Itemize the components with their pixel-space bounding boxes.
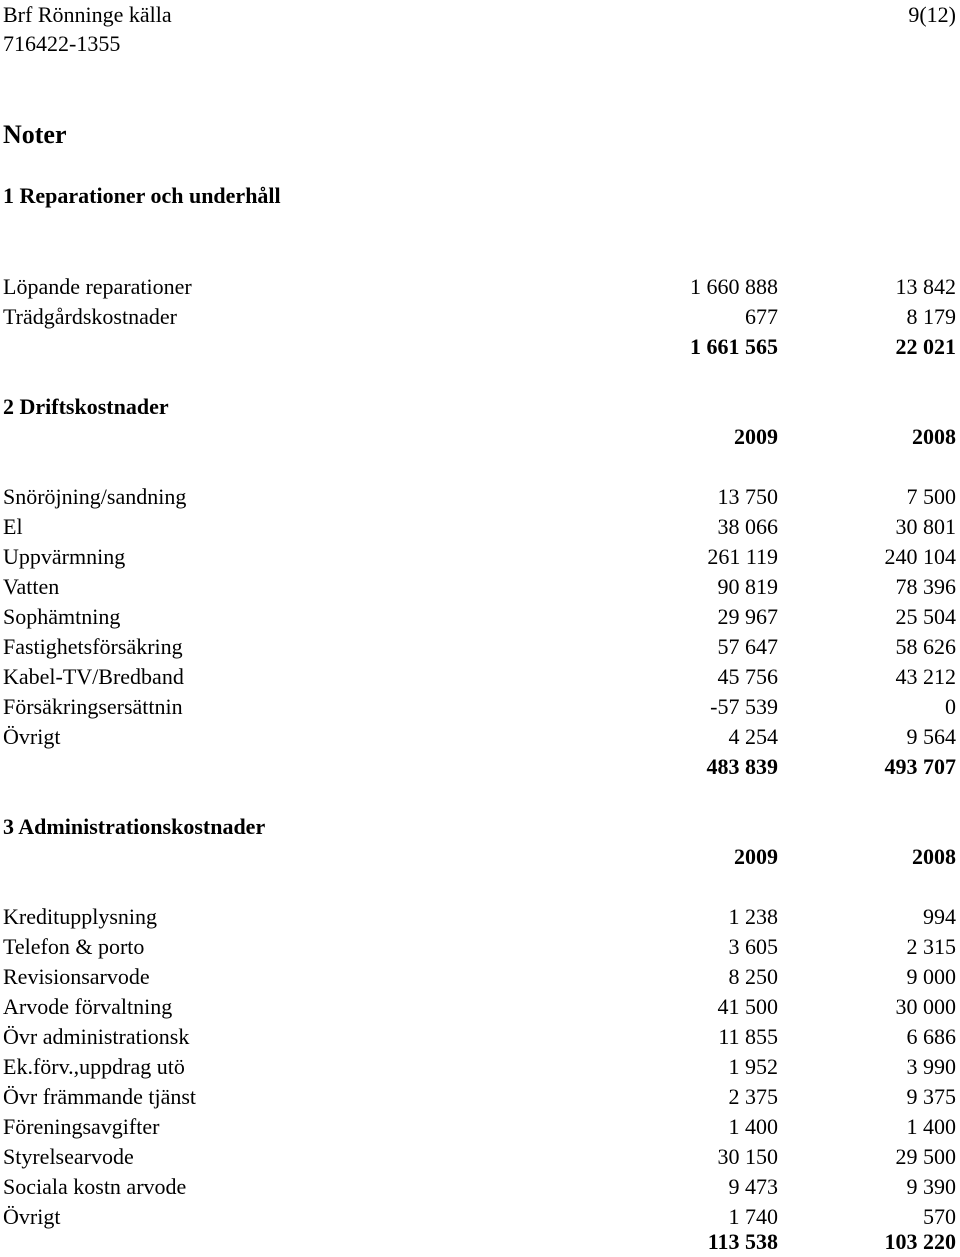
value-2009: 90 819 xyxy=(717,574,778,599)
table-row xyxy=(0,572,960,602)
row-label: Försäkringsersättnin xyxy=(3,694,183,719)
value-2008: 3 990 xyxy=(906,1054,956,1079)
value-2008: 9 000 xyxy=(906,964,956,989)
row-label: Vatten xyxy=(3,574,60,599)
table-row xyxy=(0,512,960,542)
table-row xyxy=(0,482,960,512)
value-2008: 8 179 xyxy=(906,304,956,329)
value-2009: 1 238 xyxy=(728,904,778,929)
row-label: Sociala kostn arvode xyxy=(3,1174,187,1199)
note-1-heading: 1 Reparationer och underhåll xyxy=(3,183,281,208)
value-2008: 13 842 xyxy=(895,274,956,299)
value-2008: 7 500 xyxy=(906,484,956,509)
year-header-row xyxy=(0,842,960,872)
row-label: Ek.förv.,uppdrag utö xyxy=(3,1054,185,1079)
total-row xyxy=(0,752,960,782)
value-2008: 43 212 xyxy=(895,664,956,689)
value-2008: 240 104 xyxy=(884,544,956,569)
value-2009: 8 250 xyxy=(728,964,778,989)
row-label: Snöröjning/sandning xyxy=(3,484,187,509)
total-2009: 113 538 xyxy=(707,1229,778,1254)
row-label: Revisionsarvode xyxy=(3,964,150,989)
value-2009: 13 750 xyxy=(717,484,778,509)
table-row xyxy=(0,1142,960,1172)
value-2008: 994 xyxy=(923,904,956,929)
row-label: Kreditupplysning xyxy=(3,904,157,929)
year-header-row xyxy=(0,422,960,452)
row-label: Övrigt xyxy=(3,1204,61,1229)
value-2008: 78 396 xyxy=(895,574,956,599)
org-number: 716422-1355 xyxy=(3,31,121,56)
value-2009: 9 473 xyxy=(728,1174,778,1199)
value-2008: 29 500 xyxy=(895,1144,956,1169)
value-2009: 1 660 888 xyxy=(690,274,778,299)
total-2008: 493 707 xyxy=(884,754,956,779)
table-row xyxy=(0,1112,960,1142)
table-row xyxy=(0,962,960,992)
row-label: Kabel-TV/Bredband xyxy=(3,664,184,689)
value-2009: 677 xyxy=(745,304,778,329)
total-2009: 483 839 xyxy=(706,754,778,779)
row-label: Övr administrationsk xyxy=(3,1024,190,1049)
table-row xyxy=(0,602,960,632)
note-3-heading: 3 Administrationskostnader xyxy=(3,814,266,839)
row-label: Fastighetsförsäkring xyxy=(3,634,183,659)
table-row xyxy=(0,1172,960,1202)
table-row xyxy=(0,542,960,572)
year-2008-label: 2008 xyxy=(912,844,956,869)
value-2009: 41 500 xyxy=(717,994,778,1019)
year-2008-label: 2008 xyxy=(912,424,956,449)
value-2008: 0 xyxy=(945,694,956,719)
row-label: Arvode förvaltning xyxy=(3,994,173,1019)
value-2009: 29 967 xyxy=(717,604,778,629)
value-2008: 9 564 xyxy=(906,724,956,749)
value-2009: 11 855 xyxy=(718,1024,778,1049)
value-2009: 38 066 xyxy=(717,514,778,539)
value-2009: 57 647 xyxy=(717,634,778,659)
value-2008: 25 504 xyxy=(895,604,956,629)
table-row xyxy=(0,1082,960,1112)
value-2009: 45 756 xyxy=(717,664,778,689)
table-row xyxy=(0,932,960,962)
value-2008: 58 626 xyxy=(895,634,956,659)
total-2008: 103 220 xyxy=(884,1229,956,1254)
table-row xyxy=(0,662,960,692)
table-row xyxy=(0,632,960,662)
value-2009: 1 740 xyxy=(728,1204,778,1229)
row-label: El xyxy=(3,514,23,539)
table-row xyxy=(0,1052,960,1082)
row-label: Löpande reparationer xyxy=(3,274,192,299)
value-2009: 2 375 xyxy=(728,1084,778,1109)
year-2009-label: 2009 xyxy=(734,844,778,869)
value-2009: 261 119 xyxy=(707,544,778,569)
value-2008: 570 xyxy=(923,1204,956,1229)
row-label: Telefon & porto xyxy=(3,934,145,959)
year-2009-label: 2009 xyxy=(734,424,778,449)
page-title: Noter xyxy=(3,120,67,149)
row-label: Trädgårdskostnader xyxy=(3,304,177,329)
table-row xyxy=(0,302,960,332)
value-2009: 1 400 xyxy=(728,1114,778,1139)
table-row xyxy=(0,902,960,932)
total-2008: 22 021 xyxy=(895,334,956,359)
row-label: Uppvärmning xyxy=(3,544,126,569)
value-2009: 3 605 xyxy=(728,934,778,959)
row-label: Föreningsavgifter xyxy=(3,1114,160,1139)
note-2-heading: 2 Driftskostnader xyxy=(3,394,169,419)
row-label: Styrelsearvode xyxy=(3,1144,134,1169)
value-2009: -57 539 xyxy=(710,694,778,719)
value-2009: 1 952 xyxy=(728,1054,778,1079)
value-2008: 30 000 xyxy=(895,994,956,1019)
total-row xyxy=(0,1227,960,1257)
total-2009: 1 661 565 xyxy=(690,334,778,359)
table-row xyxy=(0,722,960,752)
table-row xyxy=(0,992,960,1022)
value-2009: 4 254 xyxy=(728,724,778,749)
value-2009: 30 150 xyxy=(717,1144,778,1169)
row-label: Övr främmande tjänst xyxy=(3,1084,197,1109)
table-row xyxy=(0,1022,960,1052)
value-2008: 30 801 xyxy=(895,514,956,539)
row-label: Sophämtning xyxy=(3,604,121,629)
table-row xyxy=(0,692,960,722)
value-2008: 9 390 xyxy=(906,1174,956,1199)
org-name: Brf Rönninge källa xyxy=(3,2,172,27)
page-number: 9(12) xyxy=(908,2,956,27)
row-label: Övrigt xyxy=(3,724,61,749)
table-row xyxy=(0,272,960,302)
value-2008: 6 686 xyxy=(906,1024,956,1049)
value-2008: 1 400 xyxy=(906,1114,956,1139)
value-2008: 9 375 xyxy=(906,1084,956,1109)
total-row xyxy=(0,332,960,362)
value-2008: 2 315 xyxy=(906,934,956,959)
